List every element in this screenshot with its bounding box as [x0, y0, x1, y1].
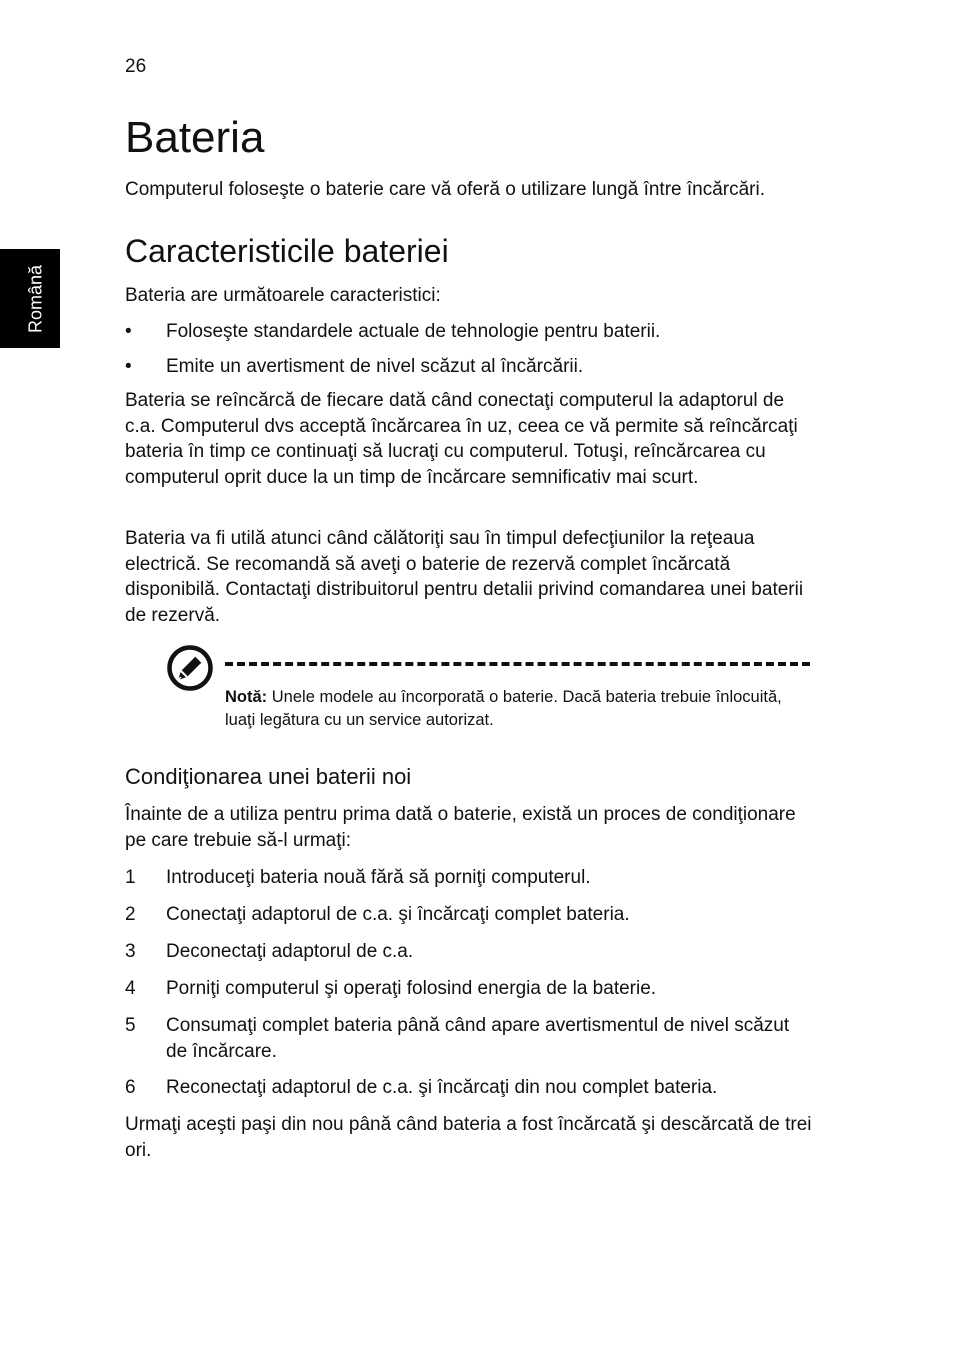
- step-number: 2: [125, 904, 136, 925]
- conditioning-lead: Înainte de a utiliza pentru prima dată o baterie, există un proces de condiţionare pe care trebuie să-l urmaţi:: [125, 804, 796, 851]
- step-text: Conectaţi adaptorul de c.a. şi încărcaţi complet bateria.: [166, 904, 630, 925]
- bullet-marker: •: [125, 321, 132, 342]
- step-text: Deconectaţi adaptorul de c.a.: [166, 941, 414, 962]
- bullet-text: Foloseşte standardele actuale de tehnologie pentru baterii.: [166, 321, 661, 342]
- section-heading-battery-features: Caracteristicile bateriei: [125, 233, 449, 269]
- note-divider: [225, 662, 810, 666]
- step-number: 5: [125, 1015, 136, 1036]
- section-heading-conditioning: Condiţionarea unei baterii noi: [125, 764, 412, 789]
- features-lead: Bateria are următoarele caracteristici:: [125, 285, 441, 306]
- note-pen-icon: [166, 644, 214, 692]
- bullet-marker: •: [125, 356, 132, 377]
- step-number: 1: [125, 867, 136, 888]
- step-number: 4: [125, 978, 136, 999]
- step-text: Consumaţi complet bateria până când apare avertismentul de nivel scăzut de încărcare.: [166, 1015, 790, 1062]
- bullet-text: Emite un avertisment de nivel scăzut al încărcării.: [166, 356, 584, 377]
- page-number: 26: [125, 56, 147, 77]
- step-number: 6: [125, 1077, 136, 1098]
- note-label: Notă:: [225, 688, 268, 706]
- note-text: Unele modele au încorporată o baterie. Dacă bateria trebuie înlocuită, luaţi legătura cu un service autorizat.: [225, 688, 782, 729]
- spare-battery-paragraph: Bateria va fi utilă atunci când călătoriţi sau în timpul defecţiunilor la reţeaua electrică. Se recomandă să aveţi o baterie de rezervă complet încărcată disponibilă. Contactaţi distribuitorul pentru detalii privind comandarea unei baterii de rezervă.: [125, 528, 804, 626]
- note-box: [225, 686, 815, 732]
- step-text: Porniţi computerul şi operaţi folosind energia de la baterie.: [166, 978, 657, 999]
- intro-paragraph: Computerul foloseşte o baterie care vă oferă o utilizare lungă între încărcări.: [125, 179, 765, 200]
- step-text: Reconectaţi adaptorul de c.a. şi încărcaţi din nou complet bateria.: [166, 1077, 718, 1098]
- step-text: Introduceţi bateria nouă fără să porniţi computerul.: [166, 867, 591, 888]
- closing-paragraph: Urmaţi aceşti paşi din nou până când bateria a fost încărcată şi descărcată de trei ori.: [125, 1114, 812, 1161]
- step-number: 3: [125, 941, 136, 962]
- recharge-paragraph: Bateria se reîncărcă de fiecare dată când conectaţi computerul la adaptorul de c.a. Computerul dvs acceptă încărcarea în uz, ceea ce vă permite să reîncărcaţi bateria în timp ce continuaţi să lucraţi cu computerul. Totuşi, reîncărcarea cu computerul oprit duce la un timp de încărcare semnificativ mai scurt.: [125, 390, 798, 488]
- language-tab-label: Română: [25, 264, 46, 334]
- page-title: Bateria: [125, 113, 265, 162]
